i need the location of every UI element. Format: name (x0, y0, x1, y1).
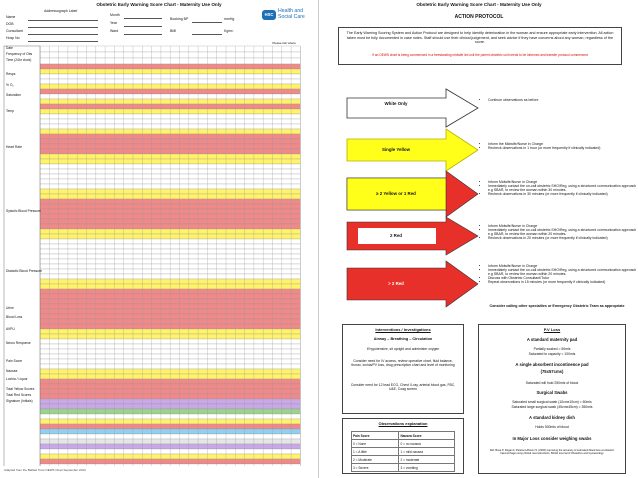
pv-item: (75x57cms) (540, 369, 564, 374)
row-label: Temp (6, 109, 15, 113)
obs-cell: 3 = vomiting (399, 464, 455, 472)
row-label: % O₂ (6, 83, 14, 87)
row-label: Signature (Initials) (6, 399, 33, 403)
pv-title: P.V Loss (543, 327, 561, 332)
actions-single-yellow (482, 142, 638, 150)
consider-note: Consider calling other specialties or Emergency Obstetric Team as appropriate (489, 304, 625, 308)
interventions-line: Consider need for IV access, review operative chart, fluid balance, thorax, lochia/PV loss, drug prescription chart and level of monitoring (351, 359, 455, 367)
interventions-subtitle: Airway – Breathing – Circulation (373, 337, 433, 341)
interventions-title: Interventions / Investigations (375, 327, 431, 332)
dob-label: DOB (6, 22, 14, 26)
pv-reference: Ref: Bose P, Regan F, Paterson-Brown S. (2006) Improving the accuracy of estimated blood loss at obstetric haemorrhage using clinical reconstructions. British Journal of Obstetrics and Gynaecology (489, 449, 615, 456)
row-label: Total Yellow Scores (6, 387, 35, 391)
interventions-line: Consider need for 12 lead ECG, Chest X-ray, arterial blood gas, FBC, U&E, Coag screen (350, 383, 456, 391)
year-label: Year (110, 21, 118, 25)
month-label: Month (110, 13, 120, 17)
action-item: • Inform Midwife/Nurse in Charge (488, 264, 638, 268)
action-protocol-page (320, 0, 638, 478)
obs-cell: 0 = None (352, 440, 399, 448)
kgm2-unit: Kg/m² (224, 29, 234, 33)
obs-cell: 1 = A little (352, 448, 399, 456)
row-label: Time (24hr clock) (6, 58, 32, 62)
interventions-line: If hypotensive, sit upright and administer oxygen (366, 347, 440, 351)
arrow-white (346, 88, 480, 128)
arrow-label-2-red: 2 Red (390, 233, 402, 238)
interventions-box (342, 324, 464, 414)
arrow-label-2yellow-1red: ≥ 2 Yellow or 1 Red (376, 191, 416, 196)
actions-2yellow-1red (482, 180, 638, 196)
obs-cell: 2 = moderate (399, 456, 455, 464)
hsc-logo: HSC (262, 10, 276, 20)
actions-2-red (482, 224, 638, 240)
action-item: • Inform the Midwife/Nurse in Charge (488, 142, 638, 146)
hsc-name: Health and Social Care (278, 8, 305, 20)
action-item: • Recheck observations in 20 minutes (or more frequently if clinically indicated) (488, 236, 638, 240)
action-item: • Immediately contact the on-call obstetric SHO/Reg, using a structured communication approach e.g SBAR, to review the woman within 20 minutes. (488, 268, 638, 276)
obs-cell: 1 = mild nausea (399, 448, 455, 456)
action-item: • Inform Midwife/Nurse in Charge (488, 180, 638, 184)
protocol-subtitle: ACTION PROTOCOL (454, 14, 504, 20)
row-label: Resps (6, 72, 16, 76)
pv-item: A single absorbent incontinence pad (515, 362, 589, 367)
intro-box (338, 27, 622, 65)
pv-item: A standard kidney dish (529, 415, 575, 420)
row-label: Saturation (6, 93, 22, 97)
action-item: • Inform Midwife/Nurse in Charge (488, 224, 638, 228)
observations-title: Observations explanation (378, 421, 428, 426)
observations-box (342, 418, 464, 474)
name-label: Name (6, 15, 16, 19)
warning-text: If an OEWS chart is being commenced in a freestanding midwife led unit the parent obstetric unit needs to be informed and transfer protocol commenced (372, 53, 588, 57)
action-item: • Continue observations as before (488, 98, 638, 102)
pv-item: Saturated to capacity = 100mls (528, 352, 576, 356)
action-item: • Immediately contact the on-call obstetric SHO/Reg, using a structured communication approach e.g SBAR, to review the woman within 20 minutes. (488, 228, 638, 236)
action-item: • Repeat observations in 15 minutes (or more frequently if clinically indicated) (488, 280, 638, 284)
row-label: Lochia / Liquor (6, 377, 28, 381)
bmi-label: BMI (170, 29, 177, 33)
pv-item: Partially soaked = 50mls (533, 347, 571, 351)
pv-item: Saturated small surgical swab (10cmx10cm) = 60mls (512, 400, 592, 404)
ward-label: Ward (110, 29, 119, 33)
arrow-label-white: White Only (384, 101, 408, 106)
obs-header: Pain Score (352, 432, 399, 440)
actions-more-than-2-red (482, 264, 638, 284)
row-label: Nausea (6, 369, 18, 373)
obs-header: Nausea Score (399, 432, 455, 440)
pv-item: In Major Loss consider weighing swabs (512, 436, 592, 441)
observations-table (351, 431, 455, 472)
action-item: • Recheck observations in 30 minutes (or more frequently if clinically indicated) (488, 192, 638, 196)
arrow-label-single-yellow: Single Yellow (382, 147, 410, 152)
row-label: Pain Score (6, 359, 23, 363)
action-item: • Immediately contact the on-call obstetric SHO/Reg, using a structured communication approach e.g SBAR, to review the woman within 30 minutes. (488, 184, 638, 192)
booking-bp-label: Booking BP (170, 17, 189, 21)
pv-item: Holds 500mls of blood (535, 425, 569, 429)
hosp-no-label: Hosp No (6, 36, 20, 40)
row-label: Urine (6, 306, 14, 310)
obs-cell: 0 = no nausea (399, 440, 455, 448)
pv-item: Surgical Swabs (536, 390, 568, 395)
pv-item: A standard maternity pad (526, 337, 578, 342)
observation-grid[interactable] (0, 0, 318, 466)
chart-title: Obstetric Early Warning Score Chart - Maternity Use Only (96, 2, 222, 7)
pv-item: Saturated large surgical swab (45cmx45cm) = 350mls (511, 405, 593, 409)
actions-white (482, 98, 638, 102)
legend-label: Please tick where (272, 41, 296, 45)
pv-loss-box (478, 324, 626, 474)
row-label: Frequency of Obs (6, 52, 33, 56)
protocol-page-title: Obstetric Early Warning Score Chart - Maternity Use Only (416, 2, 542, 7)
obs-cell: 3 = Severe (352, 464, 399, 472)
action-item: • Discuss with Obstetric Consultant/Tutor (488, 276, 638, 280)
row-label: Total Red Scores (6, 393, 32, 397)
mmhg-unit: mmHg (224, 17, 235, 21)
obs-cell: 2 = Moderate (352, 456, 399, 464)
row-label: Blood Loss (6, 315, 23, 319)
pv-item: Saturated will hold 250mls of blood (525, 381, 579, 385)
action-item: • Recheck observations in 1 hour (or more frequently if clinically indicated) (488, 146, 638, 150)
row-label: Systolic Blood Pressure (6, 209, 41, 213)
consultant-label: Consultant (6, 29, 23, 33)
row-label: AVPU (6, 327, 15, 331)
row-label: Heart Rate (6, 145, 22, 149)
row-label: Date (6, 46, 13, 50)
chart-footer: Adapted from the Belfast Trust OEWS Chart September 2013 (4, 468, 86, 472)
addressograph-label: Addressograph Label (44, 9, 78, 13)
row-label: Diastolic Blood Pressure (6, 269, 42, 273)
arrow-label-more-than-2-red: > 2 Red (388, 281, 404, 286)
intro-text: The Early Warning Scoring System and Action Protocol are designed to help identify deterioration in the woman and ensure appropriate early intervention. All action taken must be fully documented in case notes. Staff should use their clinical judgement, and seek advice if they have concerns about any woman, regardless of the score. (346, 31, 614, 45)
row-label: Neuro Response (6, 341, 31, 345)
